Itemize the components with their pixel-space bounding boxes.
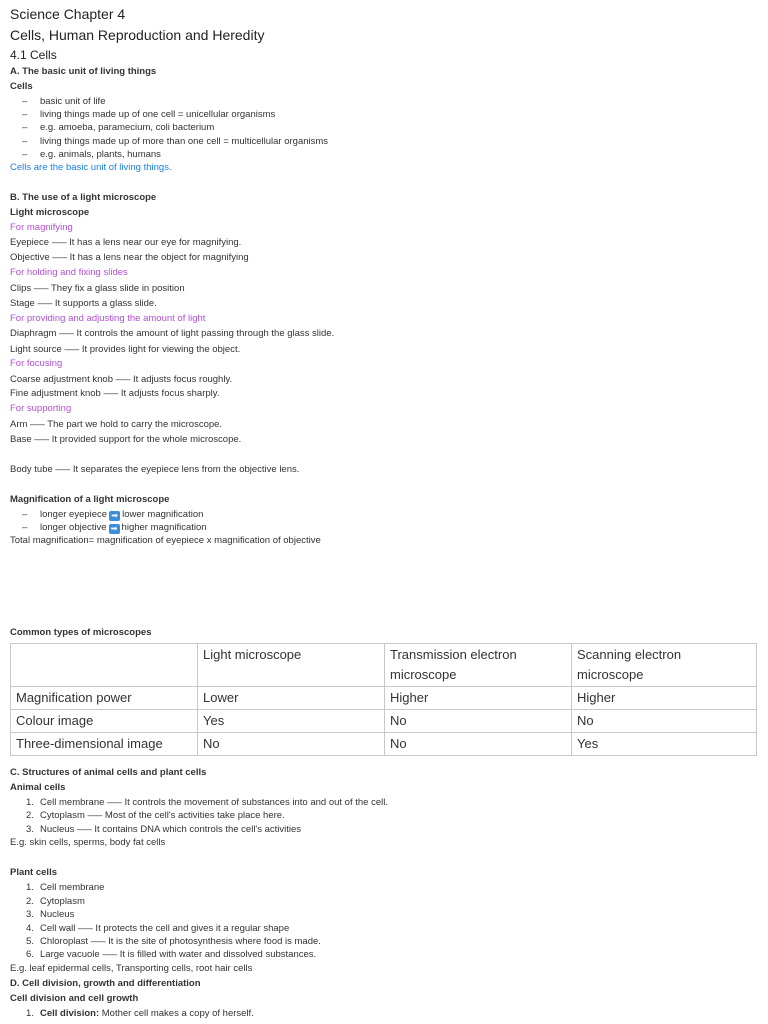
table-cell: Higher (572, 687, 757, 710)
table-cell (11, 644, 198, 687)
category-label: For magnifying (10, 222, 73, 233)
list-item: 1. Cell division: Mother cell makes a copy of herself. (26, 1008, 254, 1019)
table-cell: No (385, 710, 572, 733)
category-label: For focusing (10, 358, 63, 369)
list-item: 4. Cell wall —– It protects the cell and gives it a regular shape (26, 923, 290, 934)
table-cell: Colour image (11, 710, 198, 733)
category-label: For holding and fixing slides (10, 267, 128, 278)
part-c-heading: C. Structures of animal cells and plant cells (10, 767, 207, 778)
microscopes-table (10, 643, 757, 756)
microscopes-heading: Common types of microscopes (10, 627, 152, 638)
table-row (11, 733, 757, 756)
table-cell: Magnification power (11, 687, 198, 710)
text-line: Eyepiece —– It has a lens near our eye for magnifying. (10, 237, 242, 248)
text-line: Clips —– They fix a glass slide in position (10, 283, 185, 294)
list-item: – living things made up of more than one cell = multicellular organisms (22, 136, 329, 147)
highlight-text: Cells are the basic unit of living things. (10, 162, 172, 173)
text-line: Light source —– It provides light for viewing the object. (10, 344, 241, 355)
list-item: – longer eyepiece ➡ lower magnification (22, 509, 204, 520)
list-item: 3. Nucleus —– It contains DNA which controls the cell's activities (26, 824, 302, 835)
part-d-heading: D. Cell division, growth and differentiation (10, 978, 201, 989)
table-cell: No (198, 733, 385, 756)
part-d-subheading: Cell division and cell growth (10, 993, 139, 1004)
list-item: 5. Chloroplast —– It is the site of photosynthesis where food is made. (26, 936, 321, 947)
list-item: – e.g. amoeba, paramecium, coli bacterium (22, 122, 215, 133)
table-cell: No (385, 733, 572, 756)
table-row (11, 687, 757, 710)
part-b-heading: B. The use of a light microscope (10, 192, 157, 203)
text-line: Objective —– It has a lens near the object for magnifying (10, 252, 249, 263)
right-arrow-icon: ➡ (109, 511, 120, 521)
text-line: Fine adjustment knob —– It adjusts focus sharply. (10, 388, 220, 399)
list-item: 1. Cell membrane (26, 882, 105, 893)
list-item: – basic unit of life (22, 96, 106, 107)
table-cell: No (572, 710, 757, 733)
table-header-cell: Light microscope (198, 644, 385, 687)
table-cell: Higher (385, 687, 572, 710)
table-header-cell: Scanning electron microscope (572, 644, 757, 687)
list-item: 2. Cytoplasm (26, 896, 85, 907)
animal-cells-heading: Animal cells (10, 782, 66, 793)
table-row (11, 710, 757, 733)
text-line: Body tube —– It separates the eyepiece lens from the objective lens. (10, 464, 300, 475)
page-subtitle: Cells, Human Reproduction and Heredity (10, 27, 265, 43)
part-a-heading: A. The basic unit of living things (10, 66, 157, 77)
category-label: For providing and adjusting the amount of light (10, 313, 206, 324)
right-arrow-icon: ➡ (109, 524, 120, 534)
table-cell: Lower (198, 687, 385, 710)
table-header-cell: Transmission electron microscope (385, 644, 572, 687)
list-item: 2. Cytoplasm —– Most of the cell's activities take place here. (26, 810, 285, 821)
table-cell: Yes (198, 710, 385, 733)
list-item: – longer objective ➡ higher magnification (22, 522, 207, 533)
list-item: 3. Nucleus (26, 909, 75, 920)
part-b-subheading: Light microscope (10, 207, 90, 218)
text-line: Total magnification= magnification of eyepiece x magnification of objective (10, 535, 321, 546)
text-line: Diaphragm —– It controls the amount of light passing through the glass slide. (10, 328, 335, 339)
list-item: – e.g. animals, plants, humans (22, 149, 161, 160)
magnification-heading: Magnification of a light microscope (10, 494, 170, 505)
text-line: Arm —– The part we hold to carry the microscope. (10, 419, 223, 430)
category-label: For supporting (10, 403, 72, 414)
text-line: E.g. skin cells, sperms, body fat cells (10, 837, 166, 848)
text-line: E.g. leaf epidermal cells, Transporting cells, root hair cells (10, 963, 253, 974)
section-heading: 4.1 Cells (10, 48, 57, 62)
text-line: Base —– It provided support for the whole microscope. (10, 434, 242, 445)
list-item: 1. Cell membrane —– It controls the movement of substances into and out of the cell. (26, 797, 388, 808)
list-item: – living things made up of one cell = unicellular organisms (22, 109, 276, 120)
text-line: Coarse adjustment knob —– It adjusts focus roughly. (10, 374, 233, 385)
table-header-row (11, 644, 757, 687)
text-line: Stage —– It supports a glass slide. (10, 298, 157, 309)
table-cell: Three-dimensional image (11, 733, 198, 756)
plant-cells-heading: Plant cells (10, 867, 57, 878)
list-item: 6. Large vacuole —– It is filled with water and dissolved substances. (26, 949, 317, 960)
page-title: Science Chapter 4 (10, 6, 126, 22)
part-a-subheading: Cells (10, 81, 33, 92)
table-cell: Yes (572, 733, 757, 756)
